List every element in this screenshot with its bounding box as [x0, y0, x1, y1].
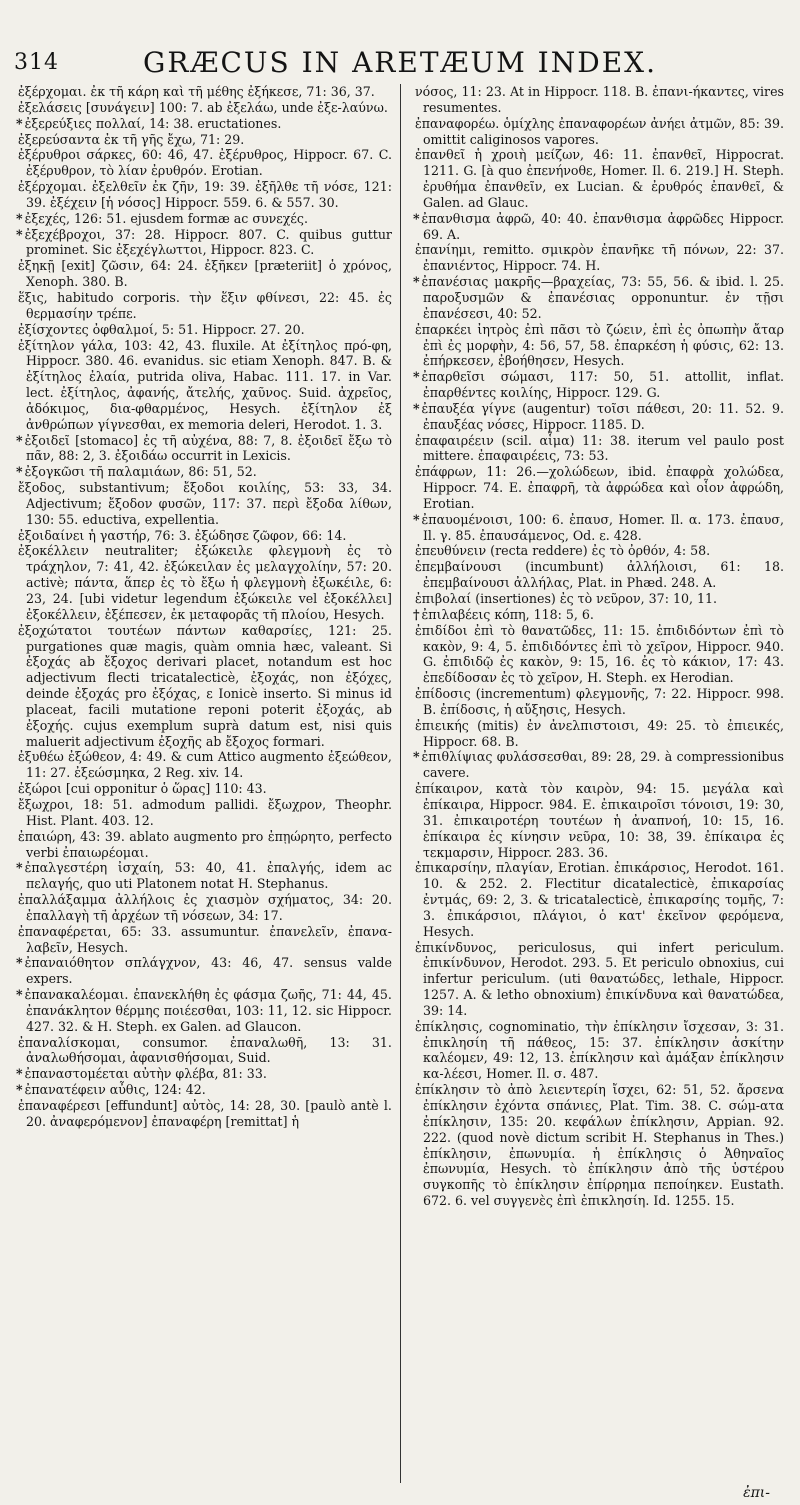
entry-marker: * — [16, 210, 23, 226]
entry-text: ἐπεμβαίνουσι (incumbunt) ἀλλήλοισι, 61: 18. ἐπεμβαίνουσι ἀλλήλας, Plat. in Phæd. 248. A. — [414, 559, 784, 591]
entry-text: ἐξοχώτατοι τουτέων πάντων καθαρσίες, 121: 25. purgationes quæ magis, quàm omnia hæc, valeant. Si ἐξοχάς ab ἔξοχος derivari placet, notandum est hoc adjectivum flecti tricatalecticè, ἐξοχάς, non ἐξόχες, deinde ἐξοχάς pro ἐξόχας, ε Ionicè inserto. Si minus id placeat, facili mutatione reponi poterit ἐξοχάς, ab ἐξοχής. cujus exemplum suprà datum est, nisi quis maluerit adjectivum ἐξοχῆς ab ἔξοχος formari. — [18, 622, 392, 749]
index-entry — [413, 860, 784, 939]
entry-marker: * — [412, 511, 420, 527]
entry-text: ἐπάφρων, 11: 26.—χολώδεων, ibid. ἐπαφρὰ χολώδεα, Hippocr. 74. E. ἐπαφρῆ, τὰ ἀφρώδεα καὶ οἷον ἀφρώδη, Erotian. — [414, 464, 784, 511]
index-entry — [413, 940, 784, 1019]
entry-text: ἐπαναιόθητον σπλάγχνον, 43: 46, 47. sensus valde expers. — [24, 955, 392, 987]
entry-marker: † — [412, 606, 420, 622]
index-entry — [413, 322, 784, 370]
index-entry — [413, 369, 784, 401]
index-entry — [16, 322, 392, 338]
running-title: GRÆCUS IN ARETÆUM INDEX. — [143, 46, 657, 79]
entry-text: ἐπίκλησις, cognominatio, τὴν ἐπίκλησιν ἴσχεσαν, 3: 31. ἐπικλησίη τῆ πάθεος, 15: 37. ἐπίκλησιν ἀσκίτην καλέομεν, 49: 12, 13. ἐπίκλησιν καὶ ἀμάξαν ἐπίκλησιν κα-λέεσι, Homer. Il. σ. 487. — [414, 1018, 784, 1082]
index-columns — [16, 84, 784, 1483]
index-entry — [413, 591, 784, 607]
index-entry — [16, 84, 392, 100]
entry-text: ἐξελάσεις [συνάγειν] 100: 7. ab ἐξελάω, unde ἐξε-λαύνω. — [18, 99, 388, 115]
entry-text: ἐπίκλησιν τὸ ἀπὸ λειεντερίη ἴσχει, 62: 51, 52. ἄρσενα ἐπίκλησιν ἐχόντα σπάνιες, Plat. Tim. 38. C. σώμ-ατα ἐπίκλησιν, 135: 20. κεφάλων ἐπίκλησιν, Appian. 92. 222. (quod novè dictum scribit H. Stephanus in Thes.) ἐπίκλησιν, ἐπωνυμία. ἡ ἐπίκλησις ὁ Ἀθηναῖος ἐπωνυμία, Hesych. τὸ ἐπίκλησιν ἀπὸ τῆς ὑστέρου συγκοπῆς τὸ ἐπίκλησιν ἐπίρρημα πεποίηκεν. Eustath. 672. 6. vel συγγενὲς ἐπὶ ἐπικλησίη. Id. 1255. 15. — [414, 1082, 784, 1209]
entry-text: ἐπαφαιρέειν (scil. αἷμα) 11: 38. iterum vel paulo post mittere. ἐπαφαιρέεις, 73: 53. — [414, 432, 784, 464]
index-entry — [16, 781, 392, 797]
entry-text: ἐπιβολαί (insertiones) ἐς τὸ νεῦρον, 37: 10, 11. — [414, 591, 718, 606]
index-entry — [16, 528, 392, 544]
index-entry — [16, 258, 392, 290]
index-entry — [16, 338, 392, 433]
index-entry — [16, 892, 392, 924]
index-entry — [16, 623, 392, 750]
entry-text: ἐξοιδαίνει ἡ γαστήρ, 76: 3. ἐξώδησε ζῶφον, 66: 14. — [18, 527, 347, 543]
entry-text: ἐπιδίδοι ἐπὶ τὸ θανατῶδες, 11: 15. ἐπιδιδόντων ἐπὶ τὸ κακὸν, 9: 4, 5. ἐπιδιδόντες ἐπὶ τὸ χεῖρον, Hippocr. 940. G. ἐπιδιδῷ ἐς κακὸν, 9: 15, 16. ἐς τὸ κάκιον, 17: 43. ἐπεδίδοσαν ἐς τὸ χεῖρον, H. Steph. ex Herodian. — [414, 622, 784, 686]
entry-text: ἐπευθύνειν (recta reddere) ἐς τὸ ὀρθόν, 4: 58. — [414, 543, 711, 559]
entry-marker: * — [16, 432, 23, 448]
entry-text: ἐπιεικής (mitis) ἐν ἀνελπιστοισι, 49: 25. τὸ ἐπιεικές, Hippocr. 68. B. — [414, 717, 784, 749]
index-entry — [413, 781, 784, 860]
index-entry — [16, 860, 392, 892]
index-entry — [413, 559, 784, 591]
index-entry — [16, 480, 392, 528]
index-entry — [413, 211, 784, 243]
entry-text: ἐξοιδεῖ [stomaco] ἐς τῆ αὐχένα, 88: 7, 8. ἐξοιδεῖ ἔξω τὸ πᾶν, 88: 2, 3. ἐξοιδάω occurrit in Lexicis. — [24, 432, 392, 464]
entry-text: ἐπιλαβέεις κόπη, 118: 5, 6. — [421, 606, 594, 622]
index-entry — [16, 829, 392, 861]
entry-text: ἐπαρκέει ἰητρὸς ἐπὶ πᾶσι τὸ ζώειν, ἐπὶ ἐς ὀπωπὴν ἄταρ ἐπὶ ἐς μορφὴν, 4: 56, 57, 58. ἐπαρκέση ἡ φύσις, 62: 13. ἐπήρκεσεν, ἐβοήθησεν, Hesych. — [414, 321, 784, 369]
entry-marker: * — [412, 210, 420, 226]
entry-text: ἐπαναφέρεται, 65: 33. assumuntur. ἐπανελεῖν, ἐπανα-λαβεῖν, Hesych. — [18, 923, 392, 955]
entry-text: ἐπανατέφειν αὖθις, 124: 42. — [24, 1082, 206, 1098]
entry-text: ἐξίσχοντες ὀφθαλμοί, 5: 51. Hippocr. 27. 20. — [18, 321, 305, 337]
entry-text: ἐπαναλίσκομαι, consumor. ἐπαναλωθῆ, 13: 31. ἀναλωθήσομαι, ἀφανισθήσομαι, Suid. — [18, 1034, 392, 1066]
index-entry — [413, 147, 784, 210]
index-entry — [16, 464, 392, 480]
entry-text: ἔξοδος, substantivum; ἔξοδοι κοιλίης, 53: 33, 34. Adjectivum; ἔξοδον φυσῶν, 117: 37. περὶ ἔξοδα λίθων, 130: 55. eductiva, expellentia. — [18, 480, 392, 527]
index-entry — [413, 84, 784, 116]
entry-marker: * — [16, 115, 23, 131]
entry-marker: * — [412, 749, 420, 765]
entry-text: ἐπαλγεστέρη ἰσχαίη, 53: 40, 41. ἐπαλγής, idem ac πελαγής, quo uti Platonem notat H. Stephanus. — [24, 860, 392, 892]
index-entry — [413, 749, 784, 781]
index-entry — [16, 1082, 392, 1098]
entry-text: ἕξις, habitudo corporis. τὴν ἕξιν φθίνεσι, 22: 45. ἐς θερμασίην τρέπε. — [18, 289, 392, 321]
entry-text: ἐπίκαιρον, κατὰ τὸν καιρὸν, 94: 15. μεγάλα καὶ ἐπίκαιρα, Hippocr. 984. E. ἐπικαιροῖσι τόνοισι, 19: 30, 31. ἐπικαιροτέρη τουτέων ἡ ἀναπνοή, 10: 15, 16. ἐπίκαιρα ἐς κίνησιν νεῦρα, 10: 38, 39. ἐπίκαιρα ἐς τεκμαρσιν, Hippocr. 283. 36. — [414, 781, 784, 860]
entry-text: ἐξεχές, 126: 51. ejusdem formæ ac συνεχές. — [24, 210, 308, 226]
entry-marker: * — [16, 464, 23, 480]
index-entry — [16, 290, 392, 322]
entry-text: ἐξυθέω ἐξώθεον, 4: 49. & cum Attico augmento ἐξεώθεον, 11: 27. ἐξεώσμηκα, 2 Reg. xiv. 14. — [18, 749, 392, 781]
entry-marker: * — [412, 400, 420, 416]
index-entry — [413, 607, 784, 623]
entry-text: ἐξέρυθροι σάρκες, 60: 46, 47. ἐξέρυθρος, Hippocr. 67. C. ἐξέρυθρον, τὸ λίαν ἐρυθρόν. Erotian. — [18, 147, 392, 179]
index-entry — [16, 100, 392, 116]
entry-text: ἐπαιώρη, 43: 39. ablato augmento pro ἐπῃώρητο, perfecto verbi ἐπαιωρέομαι. — [18, 828, 392, 860]
entry-text: ἐξερεύσαντα ἐκ τῆ γῆς ἔχω, 71: 29. — [18, 131, 245, 147]
index-entry — [16, 211, 392, 227]
entry-text: ἐπίδοσις (incrementum) φλεγμονῆς, 7: 22. Hippocr. 998. B. ἐπίδοσις, ἡ αὔξησις, Hesych. — [414, 686, 784, 717]
page-header — [0, 42, 800, 79]
index-entry — [16, 1098, 392, 1130]
entry-text: ἐπαναφέρεσι [effundunt] αὐτὸς, 14: 28, 30. [paulò antè l. 20. ἀναφερόμενον] ἐπαναφέρη [remittat] ἡ — [18, 1098, 392, 1129]
index-entry — [16, 147, 392, 179]
index-entry — [16, 1066, 392, 1082]
index-entry — [16, 116, 392, 132]
index-entry — [413, 242, 784, 274]
index-entry — [16, 132, 392, 148]
entry-text: ἐξηκῇ [exit] ζῶσιν, 64: 24. ἐξῆκεν [præteriit] ὁ χρόνος, Xenoph. 380. B. — [18, 258, 392, 290]
entry-text: ἐπανθεῖ ἡ χροιὴ μείζων, 46: 11. ἐπανθεῖ, Hippocrat. 1211. G. [à quo ἐπενήνοθε, Homer. Il. 6. 219.] H. Steph. ἐρυθήμα ἐπανθεῖν, ex Lucian. & ἐρυθρός ἐπανθεῖ, & Galen. ad Glauc. — [414, 147, 784, 210]
index-entry — [413, 401, 784, 433]
entry-marker: * — [412, 369, 420, 385]
index-entry — [413, 464, 784, 512]
index-entry — [413, 718, 784, 750]
entry-marker: * — [16, 226, 23, 242]
left-column — [16, 84, 401, 1483]
entry-text: ἐξέρχομαι. ἐκ τῆ κάρη καὶ τῆ μέθης ἐξήκεσε, 71: 36, 37. — [18, 84, 375, 99]
entry-text: ἐξοκέλλειν neutraliter; ἐξώκειλε φλεγμονὴ ἐς τὸ τράχηλον, 7: 41, 42. ἐξώκειλαν ἐς μελαγχολίην, 57: 20. activè; πάντα, ἅπερ ἐς τὸ ἔξω ἡ φλεγμονὴ ἐξωκέιλε, 6: 23, 24. [ubi videtur legendum ἐξώκειλε vel ἐξοκέλλει] ἐξοκέλλειν, ἐξέπεσεν, ἐκ μεταφορᾶς τῆ πλοίου, Hesych. — [18, 543, 392, 622]
index-entry — [413, 1082, 784, 1209]
index-entry — [16, 179, 392, 211]
index-entry — [16, 797, 392, 829]
index-entry — [16, 543, 392, 622]
entry-text: ἐπικίνδυνος, periculosus, qui infert periculum. ἐπικίνδυνον, Herodot. 293. 5. Et periculo obnoxius, cui infertur periculum. (uti θανατώδες, lethale, Hippocr. 1257. A. & letho obnoxium) ἐπικίνδυνα καὶ θανατώδεα, 39: 14. — [414, 939, 784, 1018]
index-entry — [413, 274, 784, 322]
entry-text: ἐξερεύξιες πολλαί, 14: 38. eructationes. — [24, 115, 282, 131]
entry-text: ἐπανίημι, remitto. σμικρὸν ἐπανῆκε τῆ πόνων, 22: 37. ἐπανιέντος, Hippocr. 74. H. — [414, 242, 784, 274]
index-entry — [16, 433, 392, 465]
index-entry — [413, 623, 784, 686]
entry-text: ἐξίτηλον γάλα, 103: 42, 43. fluxile. At ἐξίτηλος πρό-φη, Hippocr. 380. 46. evanidus. sic etiam Xenoph. 847. B. & ἐξίτηλος ἐλαία, putrida oliva, Habac. 111. 17. in Var. lect. ἐξίτηλος, ἀφανής, ἄτελής, χαῦνος. Suid. ἀχρεῖος, ἀδόκιμος, δια-φθαρμένος, Hesych. ἐξίτηλον ἐξ ἀνθρώπων γίγνεσθαι, ex memoria deleri, Herodot. 1. 3. — [18, 337, 392, 432]
index-entry — [16, 749, 392, 781]
index-entry — [16, 924, 392, 956]
entry-marker: * — [16, 860, 23, 876]
entry-text: ἐπαλλάξαμμα ἀλλήλοις ἐς χιασμὸν σχήματος, 34: 20. ἐπαλλαγὴ τῆ ἀρχέων τῆ νόσεων, 34: 17. — [18, 892, 392, 923]
page-number: 314 — [14, 50, 59, 75]
entry-text: ἐξέρχομαι. ἐξελθεῖν ἐκ ζῆν, 19: 39. ἐξῆλθε τῆ νόσε, 121: 39. ἐξέχειν [ἡ νόσος] Hippocr. 559. 6. & 557. 30. — [18, 179, 392, 210]
entry-text: ἐπαναφορέω. ὁμίχλης ἐπαναφορέων ἀνήει ἀτμῶν, 85: 39. omittit caliginosos vapores. — [414, 115, 784, 147]
entry-text: ἔξωχροι, 18: 51. admodum pallidi. ἔξωχρον, Theophr. Hist. Plant. 403. 12. — [18, 796, 392, 828]
index-entry — [16, 987, 392, 1035]
index-entry — [413, 1019, 784, 1082]
entry-text: ἐπαρθεῖσι σώμασι, 117: 50, 51. attollit, inflat. ἐπαρθέντες κοιλίης, Hippocr. 129. G. — [421, 369, 784, 401]
index-entry — [413, 543, 784, 559]
entry-text: ἐπαυξέα γίγνε (augentur) τοῖσι πάθεσι, 20: 11. 52. 9. ἐπαυξέας νόσες, Hippocr. 1185. D. — [421, 400, 784, 432]
entry-text: ἐξεχέβροχοι, 37: 28. Hippocr. 807. C. quibus guttur prominet. Sic ἐξεχέγλωττοι, Hippocr. 823. C. — [24, 226, 392, 258]
index-entry — [413, 433, 784, 465]
entry-text: ἐπικαρσίην, πλαγίαν, Erotian. ἐπικάρσιος, Herodot. 161. 10. & 252. 2. Flectitur dicatalecticè, ἐπικαρσίας ἐντμάς, 69: 2, 3. & tricatalecticè, ἐπικαρσίης τομῆς, 7: 3. ἐπικάρσιοι, πλάγιοι, ὁ κατ' ἐκεῖνον φερόμενα, Hesych. — [414, 860, 784, 939]
index-entry — [413, 512, 784, 544]
catchword: ἐπι- — [743, 1485, 770, 1501]
entry-text: ἐξογκῶσι τῆ παλαμιάων, 86: 51, 52. — [24, 464, 257, 480]
entry-text: ἐπανθισμα ἀφρῶ, 40: 40. ἐπανθισμα ἀφρῶδες Hippocr. 69. A. — [421, 210, 784, 242]
entry-marker: * — [16, 1082, 23, 1098]
entry-text: ἐπιθλίψιας φυλάσσεσθαι, 89: 28, 29. à compressionibus cavere. — [421, 749, 784, 781]
index-entry — [16, 955, 392, 987]
entry-marker: * — [16, 1066, 23, 1082]
entry-text: ἐπαυομένοισι, 100: 6. ἐπαυσ, Homer. Il. α. 173. ἐπαυσ, Il. γ. 85. ἐπαυσάμενος, Od. ε. 428. — [421, 511, 784, 543]
index-entry — [413, 686, 784, 718]
entry-text: ἐπανακαλέομαι. ἐπανεκλήθη ἐς φάσμα ζωῆς, 71: 44, 45. ἐπανάκλητον θέρμης ποιέεσθαι, 103: 11, 12. sic Hippocr. 427. 32. & H. Steph. ex Galen. ad Glaucon. — [24, 987, 392, 1034]
entry-marker: * — [412, 274, 420, 290]
index-entry — [16, 227, 392, 259]
entry-text: νόσος, 11: 23. At in Hippocr. 118. B. ἐπανι-ήκαντες, vires resumentes. — [414, 84, 784, 115]
entry-marker: * — [16, 987, 23, 1003]
entry-text: ἐπανέσιας μακρῆς—βραχείας, 73: 55, 56. & ibid. l. 25. παροξυσμῶν & ἐπανέσιας opponuntur. ἐν τῇσι ἐπανέσεσι, 40: 52. — [421, 274, 784, 321]
index-entry — [16, 1035, 392, 1067]
index-entry — [413, 116, 784, 148]
right-column — [413, 84, 784, 1483]
entry-text: ἐπαναστομέεται αὐτὴν φλέβα, 81: 33. — [24, 1066, 267, 1082]
entry-text: ἐξώροι [cui opponitur ὁ ὥρας] 110: 43. — [18, 781, 267, 797]
entry-marker: * — [16, 955, 23, 971]
